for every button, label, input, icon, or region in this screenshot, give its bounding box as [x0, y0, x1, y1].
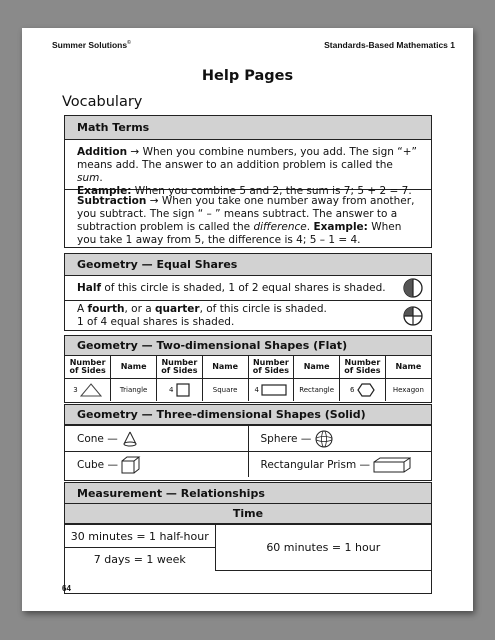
addition-example: When you combine 5 and 2, the sum is 7; 5 + 2 = 7. — [131, 185, 412, 197]
cone-cell — [65, 426, 248, 452]
shape-name-cell: Rectangle — [294, 379, 340, 402]
fourth-line2: 1 of 4 equal shares is shaded. — [77, 316, 235, 328]
hexagon-sides-cell — [340, 379, 386, 402]
difference-word: difference — [253, 221, 307, 233]
prism-label: Rectangular Prism — — [260, 458, 371, 471]
addition-period: . — [99, 172, 103, 184]
subtraction-term: Subtraction — [77, 195, 147, 207]
addition-definition — [65, 140, 431, 197]
col-sides-header: Number of Sides — [65, 356, 111, 379]
shape-name-cell: Square — [202, 379, 248, 402]
section-heading: Vocabulary — [62, 94, 143, 110]
triangle-icon — [80, 383, 102, 397]
example-label: Example: — [77, 185, 132, 197]
half-definition — [65, 276, 431, 301]
arrow-icon: → — [130, 146, 140, 158]
half-text — [77, 282, 386, 295]
half-hour-cell: 30 minutes = 1 half-hour — [65, 525, 215, 548]
fourth-term: fourth — [87, 303, 125, 315]
hexagon-icon — [357, 383, 375, 397]
sides-value: 4 — [169, 386, 174, 394]
copyright-mark: © — [127, 40, 131, 47]
solid-shapes-heading: Geometry — Three-dimensional Shapes (Solid) — [65, 405, 431, 425]
rectangular-prism-icon — [373, 457, 411, 473]
fourth-text-b: , or a — [124, 303, 155, 315]
math-terms-box — [64, 115, 432, 248]
table-row — [65, 452, 431, 478]
addition-text: When you combine numbers, you add. The sign “+” means add. The answer to an addition problem is called the — [77, 146, 417, 171]
equal-shares-heading: Geometry — Equal Shares — [65, 254, 431, 276]
subtraction-text: When you take one number away from another, you subtract. The sign “ – ” means subtract. The answer to a subtraction problem is called the — [77, 195, 415, 233]
book-series-title: Summer Solutions — [52, 40, 128, 50]
page-number: 64 — [62, 584, 71, 593]
rectangle-icon — [261, 384, 287, 396]
sphere-icon — [315, 430, 333, 448]
shape-name-cell: Hexagon — [385, 379, 431, 402]
quarter-circle-icon — [403, 306, 423, 326]
example-label: Example: — [313, 221, 368, 233]
fourth-text-a: A — [77, 303, 88, 315]
fourth-text-c: , of this circle is shaded. — [199, 303, 327, 315]
flat-shapes-box — [64, 335, 432, 403]
addition-term: Addition — [77, 146, 128, 158]
col-sides-header: Number of Sides — [340, 356, 386, 379]
table-row — [65, 379, 431, 402]
week-cell: 7 days = 1 week — [65, 548, 215, 571]
table-row — [65, 525, 431, 548]
time-table — [65, 524, 431, 571]
solid-shapes-box — [64, 404, 432, 481]
sphere-label: Sphere — — [260, 432, 312, 445]
time-heading: Time — [65, 504, 431, 524]
col-sides-header: Number of Sides — [157, 356, 203, 379]
sides-value: 6 — [350, 386, 355, 394]
sum-word: sum — [77, 172, 100, 184]
subtraction-period: . — [306, 221, 314, 233]
math-terms-heading: Math Terms — [65, 116, 431, 140]
fourth-text — [77, 303, 327, 329]
hour-cell: 60 minutes = 1 hour — [215, 525, 431, 571]
col-name-header: Name — [202, 356, 248, 379]
col-name-header: Name — [385, 356, 431, 379]
col-name-header: Name — [111, 356, 157, 379]
subtraction-definition — [65, 190, 431, 248]
subtraction-example: When you take 1 away from 5, the difference is 4; 5 – 1 = 4. — [77, 221, 402, 246]
quarter-term: quarter — [155, 303, 200, 315]
half-circle-icon — [403, 278, 423, 298]
cube-label: Cube — — [77, 458, 118, 471]
half-description: of this circle is shaded, 1 of 2 equal shares is shaded. — [101, 281, 386, 294]
sides-value: 4 — [254, 386, 259, 394]
sides-value: 3 — [73, 386, 78, 394]
prism-cell — [248, 452, 431, 478]
cube-cell — [65, 452, 248, 478]
sphere-cell — [248, 426, 431, 452]
solid-shapes-table — [65, 425, 431, 477]
rectangle-sides-cell — [248, 379, 294, 402]
half-term: Half — [77, 281, 102, 294]
flat-shapes-heading: Geometry — Two-dimensional Shapes (Flat) — [65, 336, 431, 356]
cone-icon — [121, 431, 139, 447]
table-row — [65, 426, 431, 452]
square-icon — [176, 383, 190, 397]
col-sides-header: Number of Sides — [248, 356, 294, 379]
header-left — [52, 40, 131, 50]
cone-label: Cone — — [77, 432, 118, 445]
page-title: Help Pages — [201, 68, 294, 84]
table-header-row — [65, 356, 431, 379]
col-name-header: Name — [294, 356, 340, 379]
cube-icon — [121, 456, 141, 474]
shape-name-cell: Triangle — [111, 379, 157, 402]
header-right: Standards-Based Mathematics 1 — [324, 40, 455, 50]
fourth-definition — [65, 301, 431, 330]
square-sides-cell — [157, 379, 203, 402]
measurement-box — [64, 482, 432, 594]
flat-shapes-table — [65, 356, 431, 401]
workbook-page — [22, 28, 473, 611]
equal-shares-box — [64, 253, 432, 331]
measurement-heading: Measurement — Relationships — [65, 483, 431, 504]
arrow-icon: → — [149, 195, 159, 207]
triangle-sides-cell — [65, 379, 111, 402]
